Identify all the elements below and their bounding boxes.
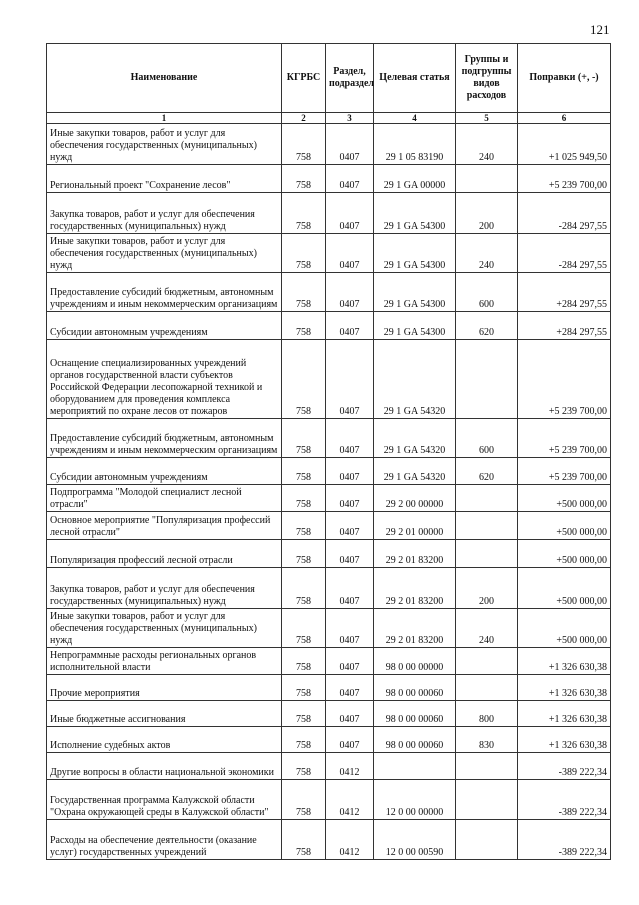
budget-table [46,43,611,860]
cell-amount: +500 000,00 [518,609,611,648]
cell-amount: +500 000,00 [518,540,611,568]
cell-section: 0407 [326,419,374,458]
table-row [47,312,611,340]
table-row [47,753,611,780]
cell-section: 0407 [326,273,374,312]
cell-group [456,780,518,820]
cell-target: 98 0 00 00060 [374,675,456,701]
cell-target: 98 0 00 00060 [374,727,456,753]
cell-amount: +284 297,55 [518,273,611,312]
cell-name: Иные закупки товаров, работ и услуг для обеспечения государственных (муниципальных) нужд [47,124,282,165]
cell-section: 0407 [326,312,374,340]
table-row [47,609,611,648]
cell-amount: +5 239 700,00 [518,165,611,193]
cell-name: Иные закупки товаров, работ и услуг для обеспечения государственных (муниципальных) нужд [47,234,282,273]
cell-target [374,753,456,780]
header-section: Раздел, подраздел [326,44,374,113]
cell-section: 0407 [326,458,374,485]
table-row [47,234,611,273]
cell-group: 620 [456,312,518,340]
cell-name: Иные закупки товаров, работ и услуг для обеспечения государственных (муниципальных) нужд [47,609,282,648]
table-row [47,540,611,568]
table-row [47,165,611,193]
cell-amount: +1 025 949,50 [518,124,611,165]
cell-amount: +5 239 700,00 [518,340,611,419]
cell-section: 0407 [326,124,374,165]
cell-section: 0407 [326,727,374,753]
cell-name: Подпрограмма "Молодой специалист лесной отрасли" [47,485,282,512]
cell-group: 600 [456,419,518,458]
cell-section: 0407 [326,165,374,193]
cell-kgrbs: 758 [282,648,326,675]
cell-group: 200 [456,193,518,234]
cell-group [456,165,518,193]
cell-section: 0407 [326,675,374,701]
header-kgrbs: КГРБС [282,44,326,113]
cell-amount: -284 297,55 [518,193,611,234]
cell-target: 98 0 00 00060 [374,701,456,727]
cell-name: Популяризация профессий лесной отрасли [47,540,282,568]
cell-amount: +500 000,00 [518,512,611,540]
table-row [47,701,611,727]
col-number: 6 [518,113,611,124]
table-row [47,124,611,165]
table-row [47,648,611,675]
col-number: 2 [282,113,326,124]
cell-kgrbs: 758 [282,193,326,234]
cell-target: 12 0 00 00000 [374,780,456,820]
cell-target: 29 2 01 00000 [374,512,456,540]
cell-amount: -389 222,34 [518,780,611,820]
cell-group: 800 [456,701,518,727]
table-row [47,419,611,458]
cell-group [456,820,518,860]
cell-kgrbs: 758 [282,753,326,780]
cell-kgrbs: 758 [282,780,326,820]
cell-name: Другие вопросы в области национальной экономики [47,753,282,780]
cell-kgrbs: 758 [282,485,326,512]
cell-target: 29 1 GA 54320 [374,340,456,419]
header-amendments: Поправки (+, -) [518,44,611,113]
cell-section: 0412 [326,780,374,820]
cell-group [456,512,518,540]
cell-section: 0407 [326,540,374,568]
cell-group: 620 [456,458,518,485]
cell-name: Субсидии автономным учреждениям [47,458,282,485]
cell-group: 240 [456,234,518,273]
cell-kgrbs: 758 [282,609,326,648]
cell-amount: +1 326 630,38 [518,648,611,675]
table-row [47,458,611,485]
cell-kgrbs: 758 [282,273,326,312]
table-header-row [47,44,611,113]
cell-amount: -284 297,55 [518,234,611,273]
cell-amount: +1 326 630,38 [518,727,611,753]
cell-section: 0407 [326,485,374,512]
cell-kgrbs: 758 [282,419,326,458]
cell-section: 0407 [326,568,374,609]
cell-name: Прочие мероприятия [47,675,282,701]
cell-group: 240 [456,124,518,165]
cell-name: Предоставление субсидий бюджетным, автономным учреждениям и иным некоммерческим организациям [47,273,282,312]
cell-name: Непрограммные расходы региональных органов исполнительной власти [47,648,282,675]
cell-kgrbs: 758 [282,568,326,609]
table-row [47,340,611,419]
cell-name: Иные бюджетные ассигнования [47,701,282,727]
cell-amount: +5 239 700,00 [518,419,611,458]
table-row [47,780,611,820]
cell-kgrbs: 758 [282,234,326,273]
page-number: 121 [590,22,610,37]
col-number: 1 [47,113,282,124]
cell-target: 29 1 GA 54300 [374,193,456,234]
cell-name: Закупка товаров, работ и услуг для обеспечения государственных (муниципальных) нужд [47,568,282,609]
cell-target: 29 2 01 83200 [374,540,456,568]
cell-section: 0407 [326,512,374,540]
table-row [47,727,611,753]
cell-group [456,648,518,675]
cell-target: 29 1 GA 00000 [374,165,456,193]
cell-target: 98 0 00 00000 [374,648,456,675]
cell-amount: +500 000,00 [518,485,611,512]
cell-section: 0412 [326,820,374,860]
table-row [47,485,611,512]
cell-kgrbs: 758 [282,124,326,165]
cell-name: Региональный проект "Сохранение лесов" [47,165,282,193]
cell-name: Оснащение специализированных учреждений органов государственной власти субъектов Российской Федерации лесопожарной техникой и оборудованием для проведения комплекса мероприятий по охране лесов от пожаров [47,340,282,419]
cell-kgrbs: 758 [282,727,326,753]
cell-amount: +5 239 700,00 [518,458,611,485]
cell-target: 29 1 GA 54320 [374,419,456,458]
cell-kgrbs: 758 [282,165,326,193]
cell-target: 29 1 05 83190 [374,124,456,165]
cell-group: 600 [456,273,518,312]
cell-section: 0407 [326,609,374,648]
cell-section: 0407 [326,193,374,234]
cell-kgrbs: 758 [282,458,326,485]
cell-target: 29 1 GA 54320 [374,458,456,485]
cell-kgrbs: 758 [282,540,326,568]
cell-name: Закупка товаров, работ и услуг для обеспечения государственных (муниципальных) нужд [47,193,282,234]
cell-amount: +284 297,55 [518,312,611,340]
cell-target: 12 0 00 00590 [374,820,456,860]
cell-target: 29 1 GA 54300 [374,234,456,273]
header-name: Наименование [47,44,282,113]
table-row [47,568,611,609]
cell-section: 0407 [326,648,374,675]
cell-name: Субсидии автономным учреждениям [47,312,282,340]
cell-name: Предоставление субсидий бюджетным, автономным учреждениям и иным некоммерческим организациям [47,419,282,458]
col-number: 3 [326,113,374,124]
cell-section: 0407 [326,234,374,273]
cell-group [456,675,518,701]
cell-name: Государственная программа Калужской области "Охрана окружающей среды в Калужской области" [47,780,282,820]
cell-name: Основное мероприятие "Популяризация профессий лесной отрасли" [47,512,282,540]
cell-group: 830 [456,727,518,753]
cell-section: 0407 [326,701,374,727]
cell-kgrbs: 758 [282,701,326,727]
table-row [47,512,611,540]
cell-amount: -389 222,34 [518,820,611,860]
cell-group: 200 [456,568,518,609]
header-target: Целевая статья [374,44,456,113]
cell-amount: +1 326 630,38 [518,675,611,701]
table-row [47,675,611,701]
cell-name: Исполнение судебных актов [47,727,282,753]
cell-section: 0407 [326,340,374,419]
cell-amount: -389 222,34 [518,753,611,780]
column-number-row [47,113,611,124]
cell-target: 29 1 GA 54300 [374,273,456,312]
table-row [47,273,611,312]
cell-kgrbs: 758 [282,820,326,860]
cell-target: 29 2 01 83200 [374,568,456,609]
cell-section: 0412 [326,753,374,780]
table-row [47,193,611,234]
cell-amount: +1 326 630,38 [518,701,611,727]
cell-target: 29 1 GA 54300 [374,312,456,340]
col-number: 4 [374,113,456,124]
cell-kgrbs: 758 [282,512,326,540]
cell-group [456,540,518,568]
col-number: 5 [456,113,518,124]
cell-kgrbs: 758 [282,312,326,340]
cell-group: 240 [456,609,518,648]
cell-target: 29 2 01 83200 [374,609,456,648]
header-group: Группы и подгруппы видов расходов [456,44,518,113]
cell-group [456,340,518,419]
cell-kgrbs: 758 [282,340,326,419]
cell-amount: +500 000,00 [518,568,611,609]
cell-kgrbs: 758 [282,675,326,701]
cell-group [456,485,518,512]
cell-name: Расходы на обеспечение деятельности (оказание услуг) государственных учреждений [47,820,282,860]
table-row [47,820,611,860]
cell-target: 29 2 00 00000 [374,485,456,512]
cell-group [456,753,518,780]
